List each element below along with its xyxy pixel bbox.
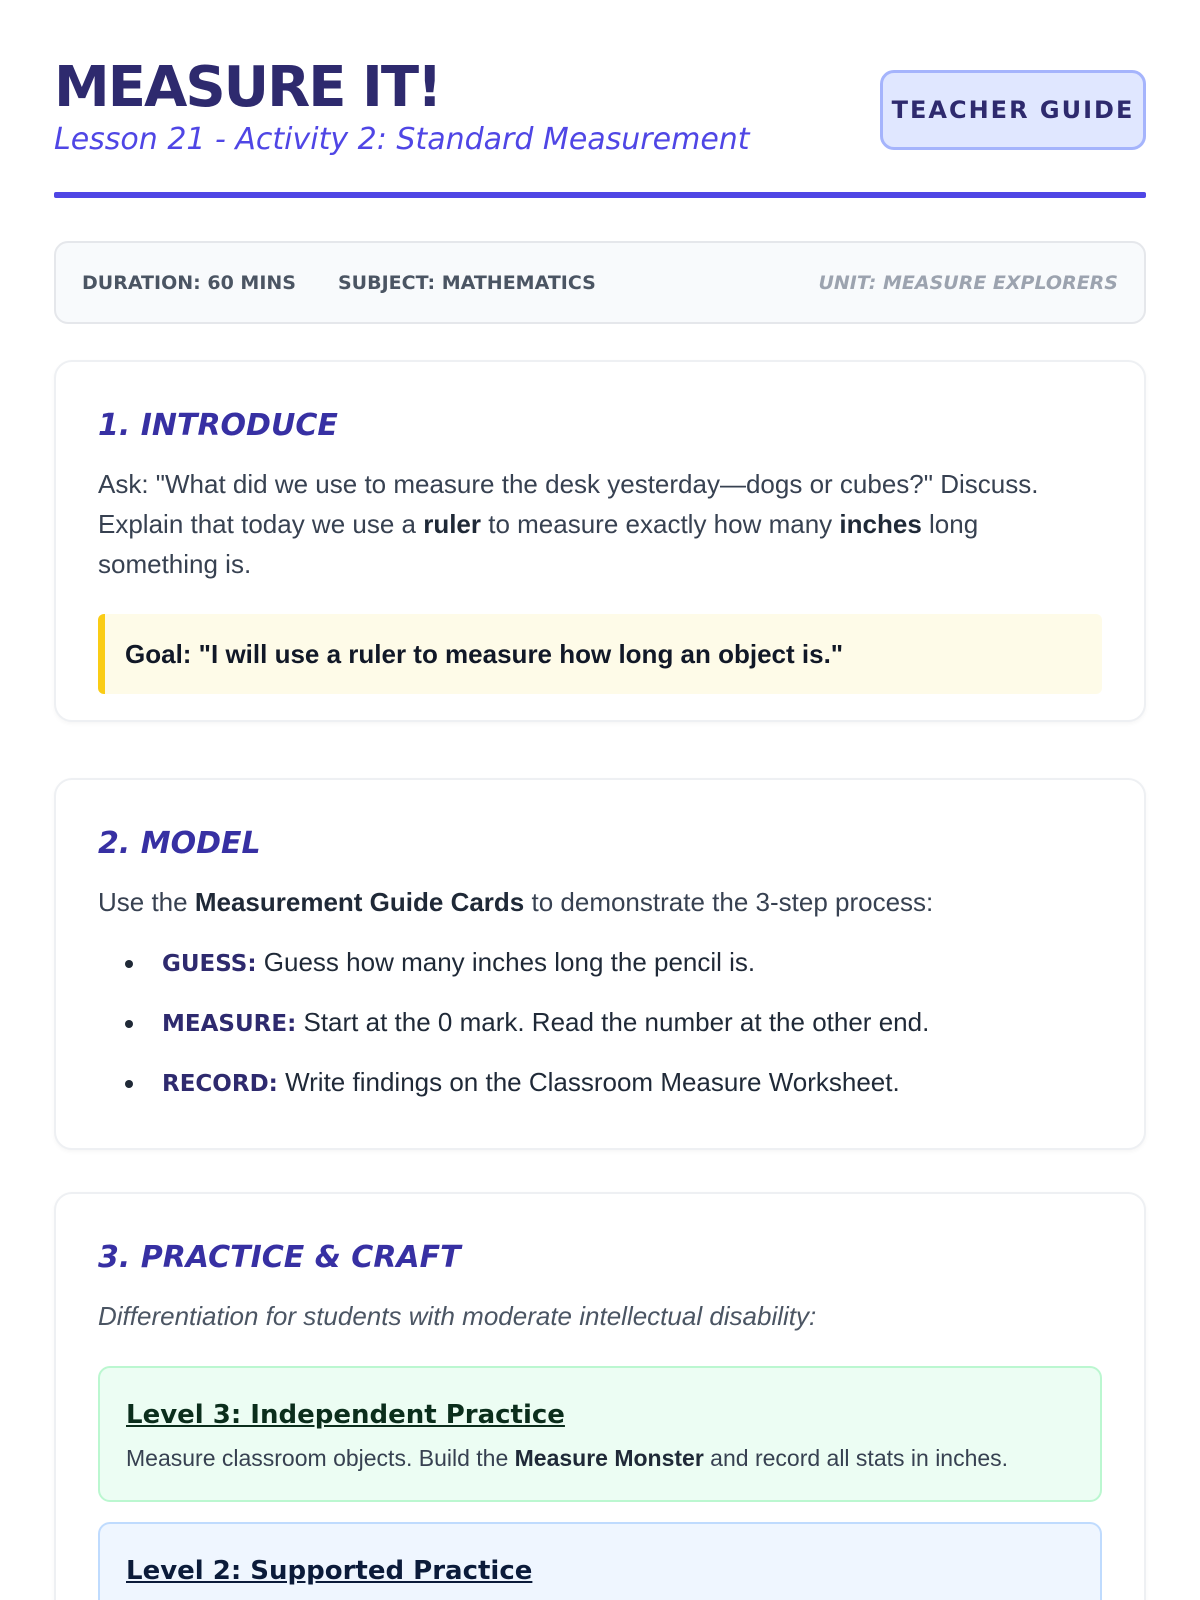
subject-label: SUBJECT: MATHEMATICS [337,271,596,294]
introduce-text [98,464,1102,584]
level-3-text-part: Measure classroom objects. Build the [126,1445,515,1471]
step-key: RECORD: [162,1071,278,1097]
step-key: MEASURE: [162,1011,297,1037]
step-key: GUESS: [162,951,257,977]
differentiation-note: Differentiation for students with moderate intellectual disability: [98,1301,817,1331]
list-item [98,942,1102,1002]
level-3-text [126,1440,1074,1476]
introduce-heading: 1. INTRODUCE [98,408,338,443]
level-2-panel [98,1522,1102,1600]
header-divider [54,192,1146,198]
introduce-card [54,360,1146,722]
duration-label: DURATION: 60 MINS [82,271,296,294]
list-item [98,1002,1102,1062]
step-text: Write findings on the Classroom Measure Worksheet. [277,1067,900,1097]
goal-callout: Goal: "I will use a ruler to measure how long an object is." [98,614,1102,694]
page-subtitle: Lesson 21 - Activity 2: Standard Measurement [54,122,750,157]
page-header [54,56,1146,160]
introduce-text-part: long something is. [98,509,979,579]
practice-card [54,1192,1146,1600]
lesson-meta-bar [54,241,1146,324]
level-3-panel [98,1366,1102,1502]
introduce-text-part: Ask: "What did we use to measure the desk yesterday—dogs or cubes?" Discuss. Explain that today we use a [98,469,1039,539]
introduce-bold-inches: inches [839,509,922,539]
introduce-bold-ruler: ruler [423,509,482,539]
level-3-text-part: and record all stats in inches. [703,1445,1009,1471]
level-3-bold: Measure Monster [514,1445,704,1471]
practice-heading: 3. PRACTICE & CRAFT [98,1240,461,1275]
list-item [98,1062,1102,1122]
step-text: Start at the 0 mark. Read the number at the other end. [296,1007,930,1037]
model-steps-list [98,942,1102,1122]
level-3-title: Level 3: Independent Practice [126,1400,565,1430]
model-text-part: to demonstrate the 3-step process: [524,887,934,917]
teacher-guide-button[interactable]: TEACHER GUIDE [880,70,1146,150]
model-card [54,778,1146,1150]
model-bold-cards: Measurement Guide Cards [194,887,525,917]
introduce-text-part: to measure exactly how many [481,509,840,539]
level-2-title: Level 2: Supported Practice [126,1556,533,1586]
model-text-part: Use the [98,887,195,917]
model-text [98,882,1102,922]
model-heading: 2. MODEL [98,826,261,861]
step-text: Guess how many inches long the pencil is. [256,947,756,977]
unit-label: UNIT: MEASURE EXPLORERS [818,271,1118,294]
page-title: MEASURE IT! [54,55,441,120]
